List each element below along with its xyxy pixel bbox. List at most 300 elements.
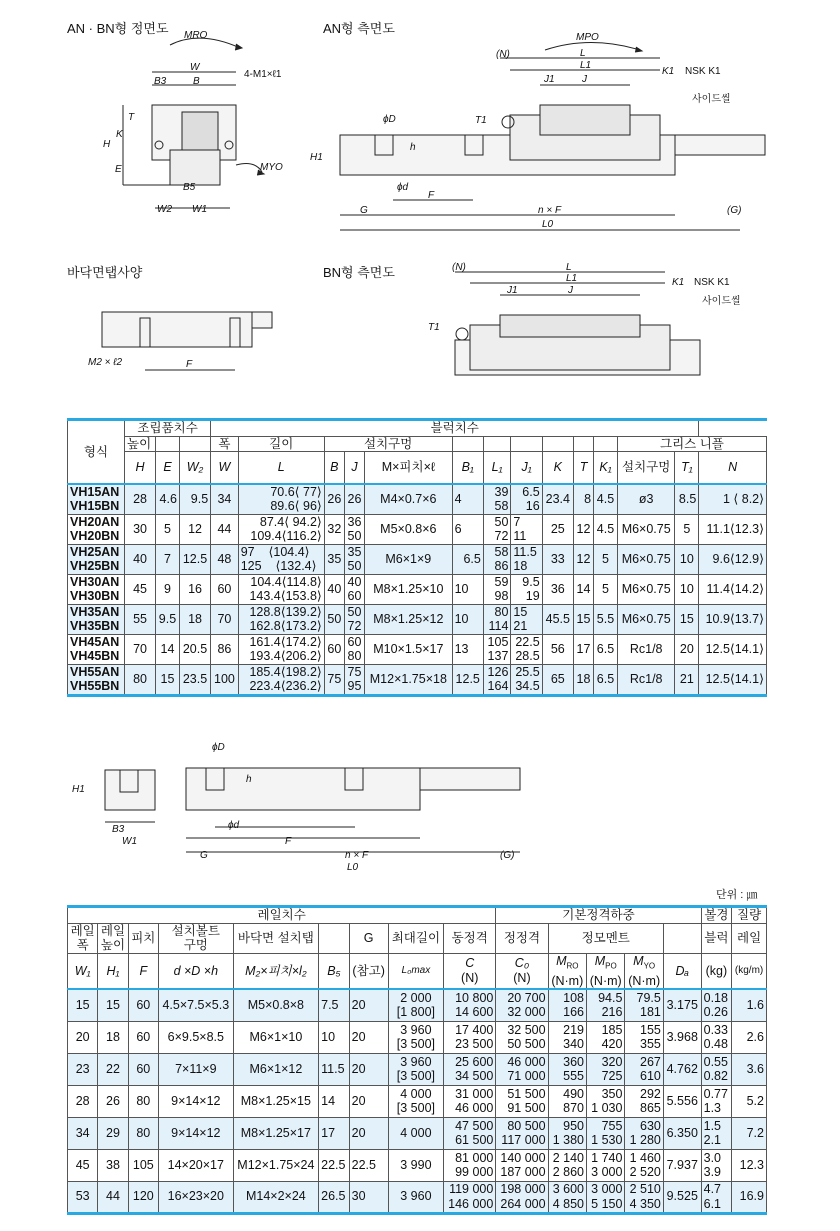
dim-e-label: E — [115, 164, 122, 175]
cell-l0-a: 3 960 — [400, 1189, 432, 1204]
mount-hole-header: 설치구멍 — [324, 436, 452, 452]
cell-j1-an: 25.5 — [515, 664, 540, 679]
sym-l0: L₀max — [388, 953, 443, 989]
cell-myo-b: 865 — [640, 1101, 661, 1115]
sym-mpo-sub: PO — [605, 961, 617, 970]
cell-c0-a: 20 700 — [507, 990, 546, 1005]
cell-mpo-a: 3 000 — [591, 1182, 623, 1196]
cell-b: 35 — [324, 544, 344, 574]
cell-n: 10.9⟨13.7⟩ — [699, 604, 767, 634]
dim-t-label: T — [128, 112, 135, 123]
cell-myo-a: 630 — [640, 1118, 661, 1133]
sym-hole: 설치구멍 — [617, 452, 675, 484]
unit-label: 단위 : ㎛ — [716, 889, 758, 901]
cell-f: 60 — [128, 1021, 158, 1053]
model-an: VH45AN — [70, 634, 120, 649]
cell-w1: 20 — [68, 1021, 98, 1053]
rail-height-header: 레일 — [100, 923, 126, 938]
cell-block-mass-a: 3.0 — [703, 1150, 722, 1165]
cell-h1: 22 — [98, 1053, 128, 1085]
static-moment-header: 정모멘트 — [548, 923, 663, 953]
cell-g: 20 — [349, 989, 388, 1021]
cell-rail-mass: 12.3 — [732, 1149, 767, 1181]
cell-f: 105 — [128, 1149, 158, 1181]
cell-mpo-a: 755 — [601, 1118, 623, 1133]
cell-mro-a: 2 140 — [552, 1150, 584, 1165]
rail-dim-phid: ϕD — [212, 742, 225, 753]
cell-c-a: 25 600 — [455, 1054, 494, 1069]
dim-l1-label: L1 — [580, 60, 592, 71]
sym-f: F — [128, 953, 158, 989]
cell-rail-mass: 1.6 — [732, 989, 767, 1021]
cell-t: 18 — [573, 664, 593, 695]
sym-l: L — [238, 452, 324, 484]
cell-myo-a: 2 510 — [629, 1182, 661, 1196]
cell-mro-a: 490 — [563, 1086, 584, 1101]
cell-mro-b: 340 — [563, 1037, 584, 1051]
cell-l1-bn: 164 — [487, 679, 509, 693]
model-bn: VH20BN — [70, 529, 120, 543]
cell-l1-bn: 98 — [494, 589, 509, 603]
sym-c: C — [465, 956, 475, 971]
cell-l-an: 128.8⟨139.2⟩ — [249, 604, 322, 619]
cell-k1: 5 — [594, 574, 618, 604]
table-row — [68, 634, 767, 664]
cell-j-bn: 50 — [347, 559, 362, 573]
dim-t1-label: T1 — [475, 115, 487, 126]
cell-w1: 28 — [68, 1085, 98, 1117]
cell-t: 12 — [573, 544, 593, 574]
bolt-hole-header-2: 구멍 — [183, 938, 208, 952]
cell-w1: 45 — [68, 1149, 98, 1181]
cell-m: M6×1×9 — [365, 544, 453, 574]
cell-k: 25 — [542, 514, 573, 544]
cell-mpo-b: 420 — [601, 1037, 623, 1051]
cell-c0-b: 264 000 — [500, 1196, 546, 1211]
table-row — [68, 1181, 767, 1213]
cell-j-an: 60 — [347, 634, 362, 649]
cell-t1: 20 — [675, 634, 699, 664]
cell-block-mass-a: 4.7 — [703, 1182, 722, 1196]
cell-tap: M12×1.75×24 — [233, 1149, 319, 1181]
cell-tap: M6×1×10 — [233, 1021, 319, 1053]
sym-ref: (참고) — [349, 953, 388, 989]
cell-b: 60 — [324, 634, 344, 664]
cell-mpo-a: 94.5 — [598, 990, 623, 1005]
cell-f: 120 — [128, 1181, 158, 1213]
rail-dim-b3: B3 — [112, 824, 125, 835]
unit-nm: (N·m) — [628, 973, 661, 988]
cell-e: 7 — [156, 544, 180, 574]
cell-tap: M5×0.8×8 — [233, 989, 319, 1021]
sym-mpo: M — [594, 953, 606, 968]
cell-mpo-b: 3 000 — [591, 1165, 623, 1179]
rail-dim-g: G — [200, 850, 208, 860]
cell-h: 55 — [125, 604, 156, 634]
model-bn: VH15BN — [70, 499, 120, 513]
cell-g: 22.5 — [349, 1149, 388, 1181]
cell-m: M8×1.25×10 — [365, 574, 453, 604]
rail-dim-f: F — [285, 836, 292, 847]
cell-w1: 53 — [68, 1181, 98, 1213]
block-mass-header: 블럭 — [701, 923, 732, 953]
sym-b1: B₁ — [452, 452, 483, 484]
model-bn: VH35BN — [70, 619, 120, 633]
cell-l1-an: 59 — [494, 574, 509, 589]
cell-c-b: 23 500 — [455, 1037, 494, 1051]
dim-bn-l1-label: L1 — [566, 273, 578, 284]
rail-dimension-table — [67, 905, 767, 1215]
cell-t: 14 — [573, 574, 593, 604]
cell-c0-b: 187 000 — [500, 1165, 546, 1179]
cell-l1-bn: 114 — [488, 619, 509, 633]
cell-hole: Rc1/8 — [617, 634, 675, 664]
table-row — [68, 664, 767, 695]
cell-j-bn: 80 — [347, 649, 362, 663]
cell-b: 26 — [324, 484, 344, 515]
unit-kg: (kg) — [701, 953, 732, 989]
cell-j1-bn: 11 — [513, 529, 527, 543]
cell-l1-bn: 137 — [487, 649, 509, 663]
dim-phid-label: ϕD — [383, 114, 396, 125]
cell-da: 3.175 — [663, 989, 701, 1021]
table-row — [68, 1149, 767, 1181]
sym-c0: C₀ — [514, 956, 530, 971]
rail-dim-phid2: ϕd — [228, 820, 240, 831]
cell-w2: 18 — [179, 604, 210, 634]
cell-l-bn: 162.8⟨173.2⟩ — [249, 619, 322, 633]
dim-l-label: L — [580, 48, 586, 59]
cell-l1-an: 80 — [494, 604, 509, 619]
cell-n: 11.1⟨12.3⟩ — [699, 514, 767, 544]
sym-b5: B₅ — [319, 953, 350, 989]
max-length-header: 최대길이 — [388, 923, 443, 953]
bn-side-view-title: BN형 측면도 — [323, 265, 395, 280]
cell-h: 30 — [125, 514, 156, 544]
cell-l-an: 87.4⟨ 94.2⟩ — [259, 514, 322, 529]
cell-b5: 11.5 — [319, 1053, 350, 1085]
model-an: VH15AN — [70, 484, 120, 499]
cell-l-an: 185.4⟨198.2⟩ — [249, 664, 322, 679]
cell-k1: 6.5 — [594, 634, 618, 664]
cell-block-mass-b: 2.1 — [703, 1133, 722, 1147]
dim-nf-label: n × F — [538, 205, 562, 216]
dim-bn-t1-label: T1 — [428, 322, 440, 333]
cell-l0-a: 3 990 — [400, 1157, 432, 1172]
cell-t1: 10 — [675, 544, 699, 574]
cell-c0-a: 80 500 — [507, 1118, 546, 1133]
static-rating-header: 정정격 — [496, 923, 548, 953]
cell-k1: 4.5 — [594, 514, 618, 544]
cell-l0-a: 3 960 — [400, 1054, 432, 1069]
dim-h-label: H — [103, 139, 111, 150]
cell-m: M5×0.8×6 — [365, 514, 453, 544]
cell-h1: 18 — [98, 1021, 128, 1053]
dim-gp-label: (G) — [727, 205, 742, 216]
cell-j1-bn: 21 — [513, 619, 528, 633]
cell-c-b: 61 500 — [455, 1133, 494, 1147]
cell-mro-a: 3 600 — [552, 1182, 584, 1196]
table-row — [68, 1117, 767, 1149]
cell-k1: 6.5 — [594, 664, 618, 695]
model-an: VH55AN — [70, 664, 120, 679]
cell-c0-b: 32 000 — [507, 1005, 546, 1020]
cell-dDh: 6×9.5×8.5 — [158, 1021, 233, 1053]
bn-nsk-k1-label: NSK K1 — [694, 277, 730, 288]
cell-n: 1 ⟨ 8.2⟩ — [699, 484, 767, 515]
dim-mro-label: MRO — [184, 30, 208, 41]
sym-b: B — [324, 452, 344, 484]
cell-e: 14 — [156, 634, 180, 664]
cell-hole: M6×0.75 — [617, 514, 675, 544]
cell-mro-a: 219 — [563, 1022, 584, 1037]
cell-k: 45.5 — [542, 604, 573, 634]
cell-l-an: 97 ⟨104.4⟩ — [240, 544, 310, 559]
sym-l1: L₁ — [483, 452, 511, 484]
cell-w: 86 — [211, 634, 239, 664]
cell-b: 40 — [324, 574, 344, 604]
cell-m: M4×0.7×6 — [365, 484, 453, 515]
cell-e: 5 — [156, 514, 180, 544]
sym-dDh: d ×D ×h — [158, 953, 233, 989]
cell-h: 45 — [125, 574, 156, 604]
cell-b1: 6 — [452, 514, 483, 544]
model-bn: VH55BN — [70, 679, 120, 693]
cell-dDh: 16×23×20 — [158, 1181, 233, 1213]
sym-e: E — [156, 452, 180, 484]
bolt-hole-header: 설치볼트 — [171, 923, 220, 938]
cell-c-b: 99 000 — [455, 1165, 494, 1179]
dim-m2-label: M2 × ℓ2 — [88, 357, 123, 368]
cell-mpo-b: 725 — [601, 1069, 623, 1083]
dim-bn-l-label: L — [566, 262, 572, 273]
cell-mpo-b: 5 150 — [591, 1196, 623, 1211]
model-bn: VH30BN — [70, 589, 120, 603]
cell-c0-a: 198 000 — [500, 1182, 546, 1196]
cell-w1: 15 — [68, 989, 98, 1021]
cell-w2: 20.5 — [179, 634, 210, 664]
block-dimension-table — [67, 418, 767, 697]
cell-tap: M8×1.25×15 — [233, 1085, 319, 1117]
pitch-header: 피치 — [128, 923, 158, 953]
cell-n: 11.4⟨14.2⟩ — [699, 574, 767, 604]
sym-t: T — [573, 452, 593, 484]
cell-l1-an: 105 — [487, 634, 509, 649]
cell-n: 12.5⟨14.1⟩ — [699, 634, 767, 664]
sym-w1: W₁ — [68, 953, 98, 989]
cell-block-mass-a: 0.33 — [703, 1022, 728, 1037]
cell-j-an: 75 — [347, 664, 362, 679]
sym-mro: M — [556, 953, 567, 968]
cell-w: 44 — [211, 514, 239, 544]
dim-w-label: W — [190, 62, 200, 73]
cell-f: 80 — [128, 1085, 158, 1117]
cell-rail-mass: 2.6 — [732, 1021, 767, 1053]
cell-b1: 12.5 — [452, 664, 483, 695]
side-seal-label: 사이드씰 — [692, 94, 731, 105]
dim-f-label: F — [428, 190, 435, 201]
cell-l0-b: [1 800] — [396, 1005, 435, 1020]
table-row — [68, 514, 767, 544]
cell-h1: 26 — [98, 1085, 128, 1117]
cell-myo-a: 155 — [640, 1022, 661, 1037]
cell-l-bn: 193.4⟨206.2⟩ — [249, 649, 322, 663]
cell-block-mass-b: 0.26 — [703, 1005, 728, 1020]
sym-n: N — [699, 452, 767, 484]
cell-c0-a: 140 000 — [500, 1150, 546, 1165]
cell-block-mass-a: 1.5 — [703, 1118, 722, 1133]
cell-t: 15 — [573, 604, 593, 634]
cell-l0-a: 3 960 — [400, 1022, 432, 1037]
cell-da: 3.968 — [663, 1021, 701, 1053]
dim-b5-label: B5 — [183, 182, 196, 193]
cell-myo-a: 292 — [640, 1086, 661, 1101]
cell-t: 17 — [573, 634, 593, 664]
cell-j1-an: 15 — [513, 604, 528, 619]
cell-w: 48 — [211, 544, 239, 574]
cell-j1-an: 6.5 — [522, 484, 540, 499]
table-row — [68, 574, 767, 604]
cell-b5: 22.5 — [319, 1149, 350, 1181]
cell-l1-an: 58 — [494, 544, 509, 559]
dim-mpo-label: MPO — [576, 32, 599, 43]
rail-drawing — [0, 740, 840, 860]
cell-dDh: 9×14×12 — [158, 1085, 233, 1117]
cell-c-a: 10 800 — [455, 990, 494, 1005]
cell-hole: M6×0.75 — [617, 544, 675, 574]
g-header: G — [349, 923, 388, 953]
table-row — [68, 1053, 767, 1085]
dim-b-label: B — [193, 76, 200, 87]
cell-c-b: 146 000 — [448, 1196, 494, 1211]
cell-k: 56 — [542, 634, 573, 664]
cell-l1-bn: 58 — [494, 499, 509, 513]
cell-g: 20 — [349, 1117, 388, 1149]
cell-j-bn: 60 — [347, 589, 362, 603]
sym-h: H — [125, 452, 156, 484]
cell-t1: 21 — [675, 664, 699, 695]
cell-b: 50 — [324, 604, 344, 634]
cell-myo-b: 4 350 — [629, 1196, 661, 1211]
cell-l1-an: 50 — [494, 514, 509, 529]
cell-myo-a: 79.5 — [636, 990, 661, 1005]
model-an: VH25AN — [70, 544, 120, 559]
sym-myo-sub: YO — [643, 961, 656, 970]
dim-k1-label: K1 — [662, 66, 675, 77]
cell-f: 60 — [128, 989, 158, 1021]
cell-l-an: 161.4⟨174.2⟩ — [249, 634, 322, 649]
cell-j-bn: 95 — [347, 679, 362, 693]
cell-dDh: 4.5×7.5×5.3 — [158, 989, 233, 1021]
cell-k1: 5.5 — [594, 604, 618, 634]
cell-l0-a: 2 000 — [400, 990, 432, 1005]
dim-h1-label: H1 — [310, 152, 323, 163]
grease-nipple-header: 그리스 니플 — [617, 436, 766, 452]
cell-k: 33 — [542, 544, 573, 574]
sym-m: M×피치×ℓ — [365, 452, 453, 484]
model-an: VH35AN — [70, 604, 120, 619]
dim-w2-label: W2 — [157, 204, 172, 215]
table-row — [68, 484, 767, 515]
cell-tap: M8×1.25×17 — [233, 1117, 319, 1149]
cell-c-b: 14 600 — [455, 1005, 494, 1020]
cell-c0-b: 91 500 — [507, 1101, 546, 1115]
cell-m: M10×1.5×17 — [365, 634, 453, 664]
cell-mpo-a: 350 — [601, 1086, 623, 1101]
cell-k1: 5 — [594, 544, 618, 574]
cell-w2: 16 — [179, 574, 210, 604]
cell-mro-b: 4 850 — [552, 1196, 584, 1211]
cell-rail-mass: 16.9 — [732, 1181, 767, 1213]
cell-hole: M6×0.75 — [617, 604, 675, 634]
dim-bn-j-label: J — [568, 285, 573, 296]
cell-b: 32 — [324, 514, 344, 544]
cell-mpo-a: 1 740 — [591, 1150, 623, 1165]
dim-hh-label: h — [410, 142, 416, 153]
dynamic-rating-header: 동정격 — [444, 923, 496, 953]
dim-m1-label: 4-M1×ℓ1 — [244, 69, 282, 80]
cell-w: 60 — [211, 574, 239, 604]
cell-b1: 10 — [452, 604, 483, 634]
cell-h1: 29 — [98, 1117, 128, 1149]
height-header: 높이 — [125, 436, 156, 452]
rail-dim-hh: h — [246, 774, 252, 785]
cell-block-mass-b: 1.3 — [703, 1101, 722, 1115]
sym-w2: W₂ — [179, 452, 210, 484]
cell-j-bn: 72 — [347, 619, 362, 633]
cell-c0-b: 50 500 — [507, 1037, 546, 1051]
cell-w: 100 — [211, 664, 239, 695]
sym-tap: M₂×피치×l₂ — [233, 953, 319, 989]
cell-b5: 26.5 — [319, 1181, 350, 1213]
cell-j1-an: 9.5 — [522, 574, 540, 589]
cell-m: M8×1.25×12 — [365, 604, 453, 634]
cell-c-a: 17 400 — [455, 1022, 494, 1037]
bottom-tap-title: 바닥면탭사양 — [67, 265, 143, 280]
cell-c0-b: 117 000 — [501, 1133, 546, 1147]
dim-g-label: G — [360, 205, 368, 216]
cell-c-a: 119 000 — [449, 1182, 494, 1196]
cell-l0-b: [3 500] — [396, 1037, 435, 1051]
cell-j-bn: 50 — [347, 529, 362, 543]
bn-side-view-drawing — [455, 272, 700, 375]
unit-n: (N) — [513, 970, 531, 985]
dim-bottom-f-label: F — [186, 359, 193, 370]
cell-b: 75 — [324, 664, 344, 695]
cell-k1: 4.5 — [594, 484, 618, 515]
cell-l0-a: 4 000 — [400, 1086, 432, 1101]
cell-da: 5.556 — [663, 1085, 701, 1117]
cell-mro-b: 555 — [563, 1069, 584, 1083]
dim-w1-label: W1 — [192, 204, 207, 215]
cell-mpo-b: 216 — [601, 1005, 623, 1020]
dim-l0-label: L0 — [542, 219, 554, 230]
cell-block-mass-b: 6.1 — [703, 1196, 722, 1211]
cell-j1-bn: 16 — [525, 499, 540, 513]
rail-dim-w1: W1 — [122, 836, 137, 847]
cell-j1-an: 7 — [513, 514, 521, 529]
cell-c-a: 47 500 — [455, 1118, 494, 1133]
cell-hole: Rc1/8 — [617, 664, 675, 695]
cell-block-mass-a: 0.77 — [703, 1086, 728, 1101]
cell-tap: M6×1×12 — [233, 1053, 319, 1085]
cell-t1: 5 — [675, 514, 699, 544]
cell-rail-mass: 7.2 — [732, 1117, 767, 1149]
assembly-dims-header: 조립품치수 — [125, 420, 211, 437]
cell-block-mass-b: 0.48 — [703, 1037, 728, 1051]
unit-kgm: (kg/m) — [732, 953, 767, 989]
cell-mro-a: 360 — [563, 1054, 584, 1069]
